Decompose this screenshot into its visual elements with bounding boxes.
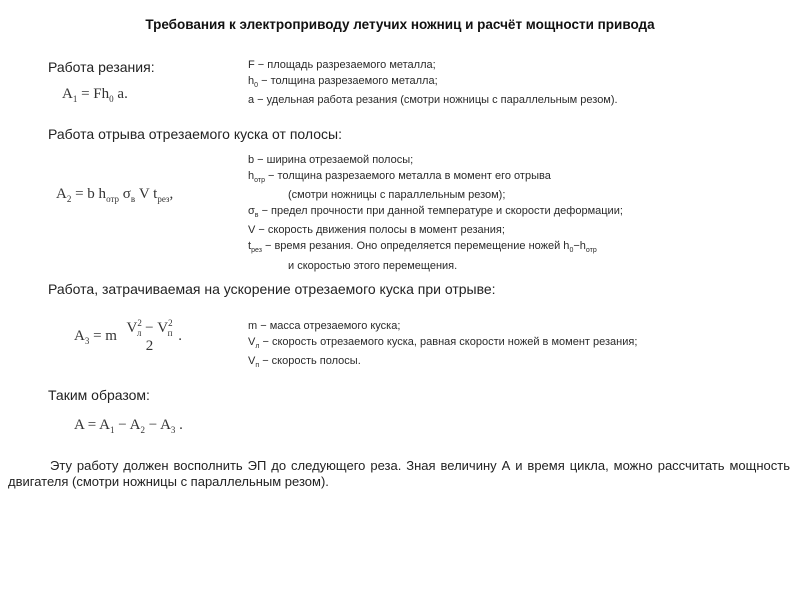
conclusion-paragraph: Эту работу должен восполнить ЭП до следующего реза. Зная величину А и время цикла, можно рассчитать мощность двигателя (смотри ножницы с параллельным резом).	[8, 458, 790, 489]
definition-line: $h_{отр}$ − толщина разрезаемого металла в момент его отрыва	[248, 169, 551, 184]
definition-line: a − удельная работа резания (смотри ножницы с параллельным резом).	[248, 94, 618, 107]
definition-line: $V_п$ − скорость полосы.	[248, 355, 361, 370]
definition-line: F − площадь разрезаемого металла;	[248, 59, 436, 71]
heading-acceleration-work: Работа, затрачиваемая на ускорение отрезаемого куска при отрыве:	[48, 281, 496, 297]
definition-line: V − скорость движения полосы в момент резания;	[248, 224, 505, 237]
definition-line: $h_0$ − толщина разрезаемого металла;	[248, 74, 438, 89]
heading-total: Таким образом:	[48, 387, 150, 403]
page-title: Требования к электроприводу летучих ножниц и расчёт мощности привода	[145, 17, 655, 32]
definitions-a3	[248, 319, 637, 374]
formula-a1: $A_1 = Fh_0$ a.	[62, 86, 128, 104]
definition-line: $\sigma_в$ − предел прочности при данной температуре и скорости деформации;	[248, 204, 623, 219]
definition-line: $t_{рез}$ − время резания. Оно определяется перемещение ножей $h_0-h_{отр}$	[248, 239, 597, 255]
definition-line: b − ширина отрезаемой полосы;	[248, 154, 414, 166]
formula-a3: $A_3 = m$ $V^2_л - V^2_п$ 2 .	[74, 318, 182, 354]
definition-line: $V_л$ − скорость отрезаемого куска, равная скорости ножей в момент резания;	[248, 335, 638, 350]
formula-a2: $A_2 = b$ $h_{отр}$ $\sigma_в$ V $t_{рез}$,	[56, 186, 174, 204]
heading-tearing-work: Работа отрыва отрезаемого куска от полосы:	[48, 126, 342, 142]
formula-fraction: $V^2_л - V^2_п$ 2	[126, 318, 173, 354]
heading-cutting-work: Работа резания:	[48, 59, 155, 75]
definition-continuation: и скоростью этого перемещения.	[288, 259, 458, 272]
definitions-a1	[248, 58, 618, 109]
definition-line: m − масса отрезаемого куска;	[248, 320, 401, 332]
definition-continuation: (смотри ножницы с параллельным резом);	[288, 189, 506, 202]
formula-total: $A = A_1 - A_2 - A_3$ .	[74, 417, 183, 435]
definitions-a2	[248, 153, 623, 274]
